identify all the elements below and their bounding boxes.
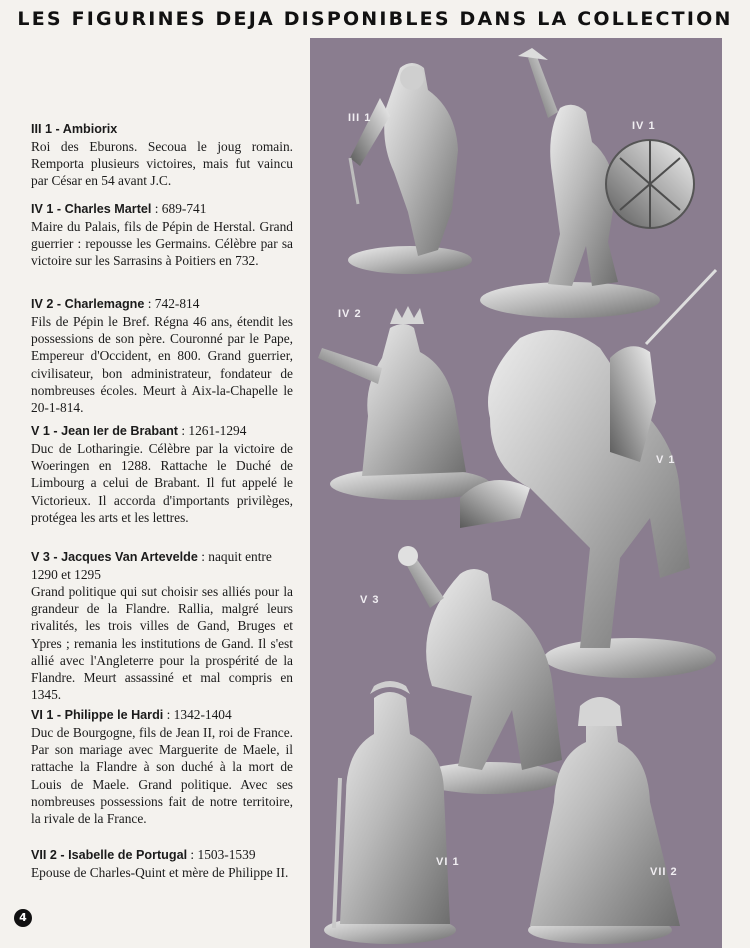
entry-code-name: VI 1 - Philippe le Hardi (31, 708, 164, 722)
figurine-label: IV 1 (632, 120, 656, 132)
entry-heading (31, 706, 293, 724)
figurine-label: VI 1 (436, 856, 460, 868)
figurine-label: V 1 (656, 454, 676, 466)
figurine-label: V 3 (360, 594, 380, 606)
entry-code-name: V 1 - Jean Ier de Brabant (31, 424, 178, 438)
figurine-ambiorix (348, 63, 472, 274)
entry-text: Roi des Eburons. Secoua le joug romain. Remporta plusieurs victoires, mais fut vaincu par César en 54 avant J.C. (31, 139, 293, 189)
figurine-philippe-le-hardi (324, 681, 456, 944)
entry-dates: : 742-814 (144, 296, 200, 311)
page-title: LES FIGURINES DEJA DISPONIBLES DANS LA COLLECTION (17, 8, 733, 30)
entry-charles-martel (31, 200, 293, 270)
entry-code-name: IV 2 - Charlemagne (31, 297, 145, 311)
entry-code-name: IV 1 - Charles Martel (31, 202, 152, 216)
entry-dates: : 1342-1404 (163, 707, 232, 722)
entry-code-name: VII 2 - Isabelle de Portugal (31, 848, 188, 862)
figurine-label: III 1 (348, 112, 372, 124)
entry-code-name: V 3 - Jacques Van Artevelde (31, 550, 198, 564)
figurine-photo-plate (310, 38, 722, 948)
entry-heading (31, 120, 293, 138)
figurine-label: IV 2 (338, 308, 362, 320)
entry-dates: : 689-741 (151, 201, 207, 216)
figurine-label: VII 2 (650, 866, 678, 878)
entry-heading (31, 548, 293, 583)
entry-heading (31, 200, 293, 218)
page-number-badge: 4 (14, 909, 32, 927)
entry-dates: : 1503-1539 (187, 847, 256, 862)
entry-charlemagne (31, 295, 293, 416)
entry-heading (31, 846, 293, 864)
entry-text: Maire du Palais, fils de Pépin de Herstal. Grand guerrier : repousse les Germains. Célèbre par sa victoire sur les Sarrasins à Poitiers en 732. (31, 219, 293, 269)
entry-text: Duc de Bourgogne, fils de Jean II, roi de France. Par son mariage avec Marguerite de Maele, il rattache la Flandre à son duché à la mort de Louis de Maele. Grand politique. Avec ses nombreuses possessions fait de notre territoire, la rivale de la France. (31, 725, 293, 827)
entry-ambiorix (31, 120, 293, 190)
entry-text: Fils de Pépin le Bref. Régna 46 ans, étendit les possessions de son père. Couronné par le Pape, Empereur d'Occident, en 800. Grand guerrier, civilisateur, bon administrateur, fondateur de nombreuses écoles. Meurt à Aix-la-Chapelle le 20-1-814. (31, 314, 293, 416)
entry-text: Epouse de Charles-Quint et mère de Philippe II. (31, 865, 289, 880)
entry-dates: : naquit entre 1290 et 1295 (31, 549, 272, 582)
entry-text: Grand politique qui sut choisir ses alliés pour la grandeur de la Flandre. Rallia, malgré leurs rivalités, les trois villes de Gand, Bruges et Ypres ; remania les institutions de Gand. Il s'est allié avec l'Angleterre pour la prospérité de la Flandre. Meurt assassiné et mal compris en 1345. (31, 584, 293, 703)
entry-jean-de-brabant (31, 422, 293, 526)
entry-philippe-le-hardi (31, 706, 293, 827)
entry-heading (31, 422, 293, 440)
entry-code-name: III 1 - Ambiorix (31, 122, 118, 136)
entry-isabelle-de-portugal (31, 846, 293, 881)
entry-dates: : 1261-1294 (177, 423, 247, 438)
entry-heading (31, 295, 293, 313)
figurine-illustration (310, 38, 722, 948)
figurine-charles-martel (480, 48, 694, 318)
entry-text: Duc de Lotharingie. Célèbre par la victoire de Woeringen en 1288. Rattache le Duché de Limbourg a celui de Brabant. Il fut appelé le Victorieux. Il accorda d'importants privilèges, protégea les arts et les lettres. (31, 441, 293, 525)
figurine-charlemagne (318, 306, 490, 500)
entry-van-artevelde (31, 548, 293, 703)
